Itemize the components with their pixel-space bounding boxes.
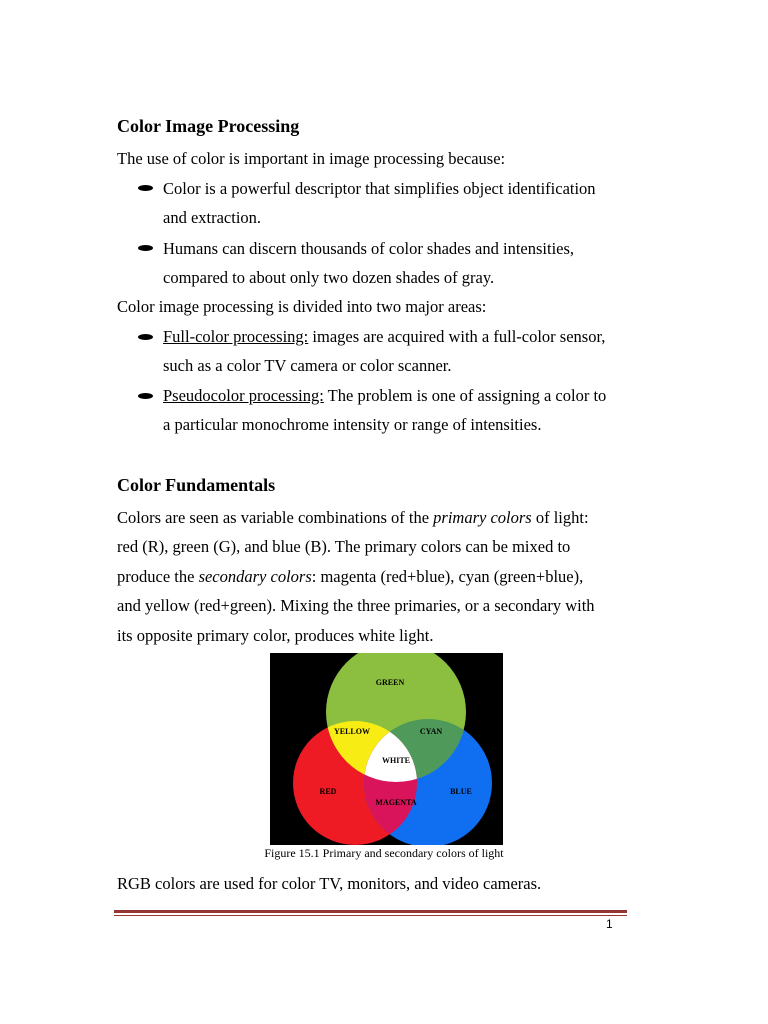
footer-rule [114, 910, 627, 913]
area-2-term: Pseudocolor processing: [163, 386, 324, 405]
label-magenta: MAGENTA [375, 798, 417, 807]
area-1-rest: images are acquired with a full-color sensor, [308, 327, 606, 346]
bullet-icon [138, 185, 153, 191]
label-blue: BLUE [450, 787, 472, 796]
fundamentals-line-1: Colors are seen as variable combinations of the primary colors of light: [117, 508, 589, 527]
label-yellow: YELLOW [333, 727, 371, 736]
rgb-venn-figure [270, 653, 503, 845]
label-red: RED [319, 787, 337, 796]
fundamentals-line-2: red (R), green (G), and blue (B). The primary colors can be mixed to [117, 537, 571, 556]
bullet-1-line-2: and extraction. [163, 208, 262, 227]
area-1-line-1 [163, 322, 605, 352]
label-cyan: CYAN [419, 727, 443, 736]
areas-intro-text: Color image processing is divided into two major areas: [117, 297, 487, 316]
area-1-line-2: such as a color TV camera or color scanner. [163, 356, 452, 375]
bullet-1-line-1: Color is a powerful descriptor that simplifies object identification [163, 179, 596, 198]
page-number: 1 [606, 917, 613, 931]
bullet-icon [138, 334, 153, 340]
figure-caption: Figure 15.1 Primary and secondary colors of light [264, 846, 504, 860]
bullet-icon [138, 245, 153, 251]
area-2-line-1 [163, 381, 606, 411]
bullet-2-line-2: compared to about only two dozen shades of gray. [163, 268, 495, 287]
fundamentals-line-5: its opposite primary color, produces white light. [117, 626, 434, 645]
label-green: GREEN [375, 678, 405, 687]
heading-color-image-processing: Color Image Processing [117, 116, 300, 136]
heading-color-fundamentals: Color Fundamentals [117, 475, 276, 495]
area-1-term: Full-color processing: [163, 327, 309, 346]
rgb-venn-diagram [270, 653, 503, 845]
footer-rule-thin [114, 915, 627, 916]
bullet-icon [138, 393, 153, 399]
area-2-rest: The problem is one of assigning a color to [323, 386, 607, 405]
fundamentals-line-3: produce the secondary colors: magenta (red+blue), cyan (green+blue), [117, 567, 584, 586]
closing-text: RGB colors are used for color TV, monitors, and video cameras. [117, 874, 542, 893]
intro-text: The use of color is important in image processing because: [117, 149, 506, 168]
bullet-2-line-1: Humans can discern thousands of color shades and intensities, [163, 239, 575, 258]
area-2-line-2: a particular monochrome intensity or range of intensities. [163, 415, 542, 434]
fundamentals-line-4: and yellow (red+green). Mixing the three primaries, or a secondary with [117, 596, 595, 615]
label-white: WHITE [381, 756, 411, 765]
